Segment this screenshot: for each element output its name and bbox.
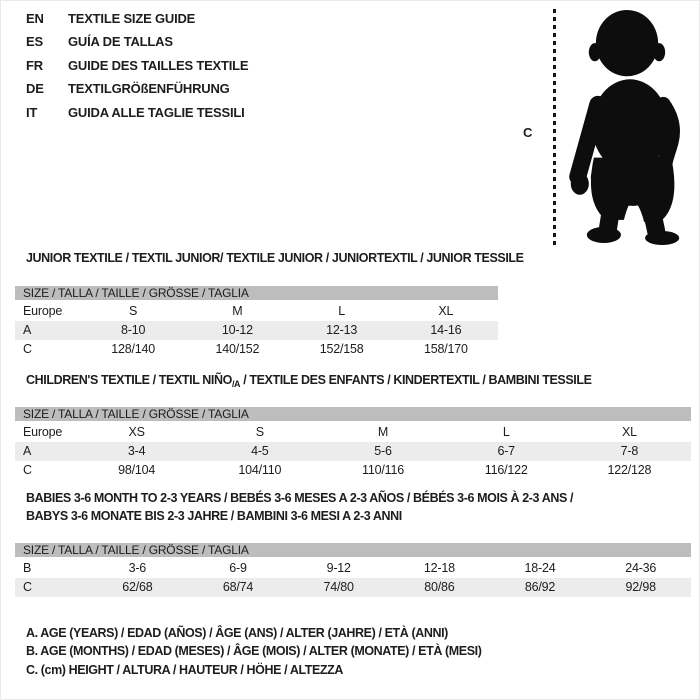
age-cell: 4-5: [251, 444, 269, 458]
table-row-age: [15, 442, 691, 461]
row-label: Europe: [23, 304, 63, 318]
age-cell: 8-10: [121, 323, 146, 337]
lang-code: FR: [26, 57, 43, 73]
height-cell: 128/140: [111, 342, 156, 356]
age-cell: 6-7: [497, 444, 515, 458]
language-list: [26, 7, 248, 124]
size-cell: M: [377, 425, 389, 439]
age-cell: 14-16: [430, 323, 462, 337]
size-header-bar: SIZE / TALLA / TAILLE / GRÖSSE / TAGLIA: [15, 286, 498, 300]
height-cell: 62/68: [122, 580, 153, 594]
size-header-bar: SIZE / TALLA / TAILLE / GRÖSSE / TAGLIA: [15, 407, 691, 421]
height-cell: 122/128: [607, 463, 652, 477]
children-section-title: [26, 373, 592, 389]
row-label: A: [23, 323, 32, 337]
babies-title-line2: BABYS 3-6 MONATE BIS 2-3 JAHRE / BAMBINI 3-6 MESI A 2-3 ANNI: [26, 509, 402, 523]
height-measure-label: C: [523, 125, 533, 140]
height-cell: 86/92: [524, 580, 556, 594]
lang-code: IT: [26, 104, 38, 120]
height-cell: 110/116: [362, 463, 404, 477]
size-cell: L: [338, 304, 345, 318]
row-label: A: [23, 444, 32, 458]
size-cell: XL: [438, 304, 454, 318]
height-cell: 158/170: [423, 342, 468, 356]
height-cell: 92/98: [625, 580, 656, 594]
lang-code: ES: [26, 34, 43, 50]
height-cell: 152/158: [319, 342, 364, 356]
size-cell: XL: [621, 425, 637, 439]
row-label: C: [23, 463, 32, 477]
age-cell: 3-4: [127, 444, 146, 458]
table-row-age: [15, 321, 498, 340]
lang-row-es: [26, 30, 248, 53]
months-cell: 18-24: [524, 561, 556, 575]
title-subscript: /A: [231, 379, 241, 389]
table-row-europe: [15, 423, 691, 442]
height-cell: 80/86: [424, 580, 455, 594]
babies-size-table: [15, 543, 691, 597]
title-text: CHILDREN'S TEXTILE / TEXTIL NIÑO: [26, 373, 232, 387]
junior-section-title: JUNIOR TEXTILE / TEXTIL JUNIOR/ TEXTILE JUNIOR / JUNIORTEXTIL / JUNIOR TESSILE: [26, 251, 524, 265]
months-cell: 12-18: [423, 561, 455, 575]
table-row-height: [15, 340, 498, 359]
lang-label: TEXTILGRÖßENFÜHRUNG: [68, 81, 230, 97]
row-label: Europe: [23, 425, 63, 439]
lang-row-de: [26, 77, 248, 100]
size-cell: S: [255, 425, 264, 439]
row-label: B: [23, 561, 32, 575]
lang-label: GUÍA DE TALLAS: [68, 34, 173, 50]
size-cell: XS: [128, 425, 145, 439]
table-row-height: [15, 461, 691, 480]
months-cell: 24-36: [625, 561, 657, 575]
babies-title-line1: BABIES 3-6 MONTH TO 2-3 YEARS / BEBÉS 3-6 MESES A 2-3 AÑOS / BÉBÉS 3-6 MOIS À 2-3 ANS /: [26, 491, 574, 505]
table-row-europe: [15, 302, 498, 321]
junior-size-table: [15, 286, 498, 359]
size-cell: S: [129, 304, 138, 318]
footnote-c: C. (cm) HEIGHT / ALTURA / HAUTEUR / HÖHE / ALTEZZA: [26, 662, 344, 677]
title-text: / TEXTILE DES ENFANTS / KINDERTEXTIL / BAMBINI TESSILE: [240, 373, 592, 387]
lang-label: TEXTILE SIZE GUIDE: [68, 11, 196, 26]
age-cell: 10-12: [221, 323, 253, 337]
size-header-bar: SIZE / TALLA / TAILLE / GRÖSSE / TAGLIA: [15, 543, 691, 557]
age-cell: 7-8: [620, 444, 639, 458]
height-cell: 104/110: [238, 463, 282, 477]
row-label: C: [23, 342, 32, 356]
age-cell: 12-13: [326, 323, 358, 337]
size-cell: M: [232, 304, 243, 318]
lang-row-fr: [26, 54, 248, 77]
height-cell: 116/122: [484, 463, 528, 477]
age-cell: 5-6: [374, 444, 392, 458]
footnote-a: A. AGE (YEARS) / EDAD (AÑOS) / ÂGE (ANS) / ALTER (JAHRE) / ETÀ (ANNI): [26, 626, 448, 640]
lang-row-it: [26, 101, 248, 124]
height-figure: [521, 5, 699, 247]
footnote-b: B. AGE (MONTHS) / EDAD (MESES) / ÂGE (MOIS) / ALTER (MONATE) / ETÀ (MESI): [26, 644, 482, 659]
height-cell: 140/152: [215, 342, 260, 356]
months-cell: 6-9: [229, 561, 247, 575]
months-cell: 3-6: [128, 561, 147, 575]
babies-section-title: [26, 489, 573, 525]
size-cell: L: [502, 425, 510, 439]
lang-code: DE: [26, 81, 44, 97]
months-cell: 9-12: [326, 561, 351, 575]
height-cell: 98/104: [118, 463, 156, 477]
height-measure-line: [553, 9, 556, 245]
height-cell: 68/74: [222, 580, 254, 594]
height-cell: 74/80: [323, 580, 354, 594]
table-row-height: [15, 578, 691, 597]
lang-label: GUIDE DES TAILLES TEXTILE: [68, 57, 249, 73]
table-row-months: [15, 559, 691, 578]
lang-row-en: [26, 7, 248, 30]
lang-code: EN: [26, 11, 44, 26]
lang-label: GUIDA ALLE TAGLIE TESSILI: [68, 104, 245, 120]
toddler-silhouette-icon: [563, 7, 695, 245]
footnotes: [26, 624, 482, 679]
children-size-table: [15, 407, 691, 480]
row-label: C: [23, 580, 32, 594]
